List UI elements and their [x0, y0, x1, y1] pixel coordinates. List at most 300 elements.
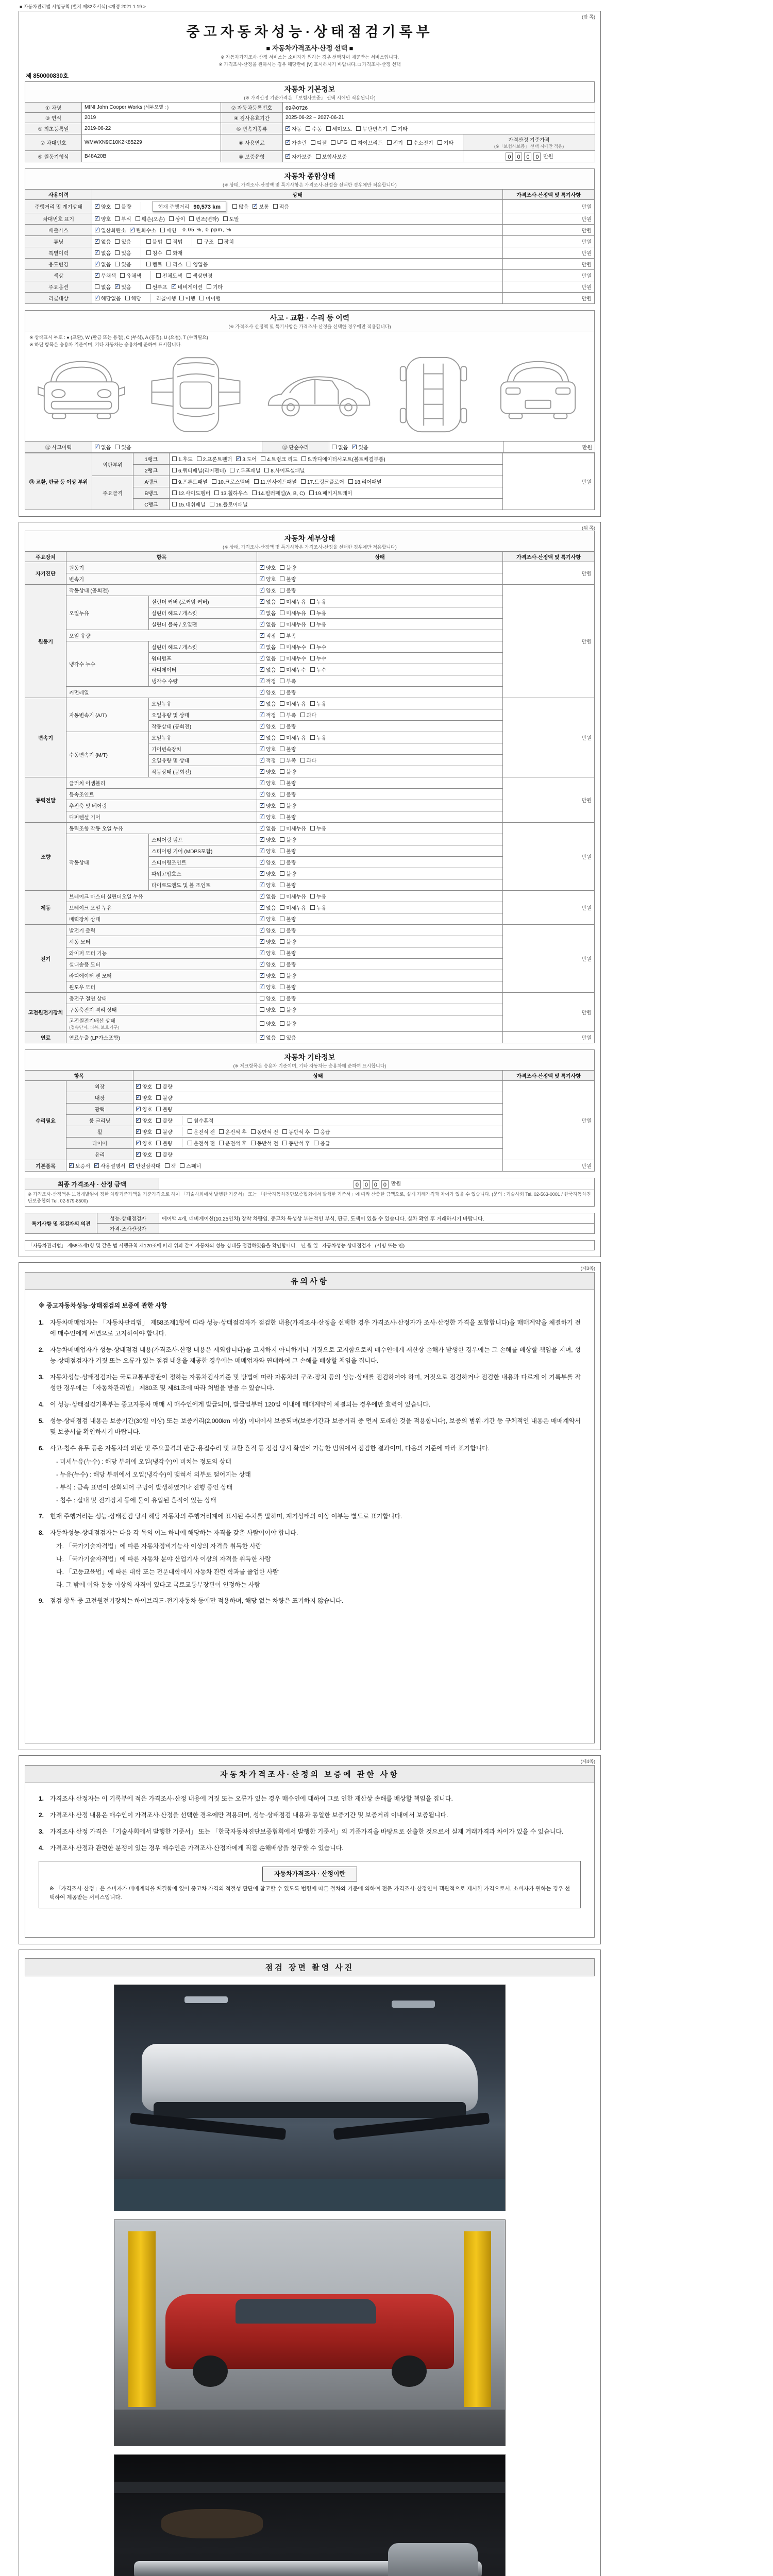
checkbox-item[interactable] [223, 215, 239, 223]
checkbox-item[interactable] [188, 1116, 214, 1124]
checkbox-item[interactable] [115, 202, 131, 210]
checkbox-unchecked-icon[interactable] [156, 1141, 161, 1145]
checkbox-unchecked-icon[interactable] [351, 140, 356, 145]
checkbox-checked-icon[interactable] [260, 679, 264, 683]
checkbox-item[interactable] [280, 620, 306, 628]
checkbox-checked-icon[interactable] [260, 769, 264, 774]
checkbox-item[interactable] [115, 260, 131, 268]
checkbox-item[interactable] [95, 443, 111, 451]
checkbox-item[interactable] [210, 500, 248, 508]
checkbox-item[interactable] [260, 598, 276, 605]
checkbox-unchecked-icon[interactable] [165, 1163, 170, 1168]
checkbox-item[interactable] [136, 1150, 152, 1158]
checkbox-unchecked-icon[interactable] [179, 296, 184, 300]
checkbox-item[interactable] [199, 294, 221, 302]
checkbox-unchecked-icon[interactable] [166, 262, 171, 266]
checkbox-item[interactable] [280, 632, 296, 639]
checkbox-unchecked-icon[interactable] [187, 273, 191, 278]
checkbox-checked-icon[interactable] [136, 1152, 141, 1157]
checkbox-unchecked-icon[interactable] [254, 479, 259, 484]
checkbox-item[interactable] [95, 238, 111, 245]
checkbox-unchecked-icon[interactable] [438, 140, 442, 145]
checkbox-item[interactable] [280, 722, 296, 730]
checkbox-item[interactable] [387, 139, 403, 146]
checkbox-unchecked-icon[interactable] [282, 1141, 287, 1145]
checkbox-item[interactable] [280, 892, 306, 900]
checkbox-checked-icon[interactable] [95, 262, 99, 266]
checkbox-unchecked-icon[interactable] [172, 490, 177, 495]
checkbox-checked-icon[interactable] [136, 1129, 141, 1134]
checkbox-unchecked-icon[interactable] [309, 490, 314, 495]
checkbox-item[interactable] [314, 1128, 330, 1136]
checkbox-item[interactable] [260, 734, 276, 741]
checkbox-item[interactable] [187, 260, 208, 268]
checkbox-item[interactable] [280, 768, 296, 775]
checkbox-unchecked-icon[interactable] [273, 204, 278, 209]
checkbox-unchecked-icon[interactable] [310, 894, 315, 899]
checkbox-item[interactable] [146, 260, 162, 268]
checkbox-unchecked-icon[interactable] [280, 633, 284, 638]
checkbox-checked-icon[interactable] [260, 667, 264, 672]
checkbox-unchecked-icon[interactable] [136, 216, 140, 221]
checkbox-item[interactable] [95, 260, 111, 268]
checkbox-item[interactable] [260, 904, 276, 911]
checkbox-unchecked-icon[interactable] [172, 468, 177, 472]
checkbox-checked-icon[interactable] [260, 735, 264, 740]
checkbox-item[interactable] [260, 802, 276, 809]
checkbox-unchecked-icon[interactable] [310, 611, 315, 615]
checkbox-item[interactable] [301, 455, 385, 463]
checkbox-unchecked-icon[interactable] [199, 296, 204, 300]
checkbox-item[interactable] [316, 152, 347, 160]
checkbox-unchecked-icon[interactable] [230, 468, 234, 472]
checkbox-checked-icon[interactable] [260, 565, 264, 570]
checkbox-item[interactable] [260, 858, 276, 866]
checkbox-item[interactable] [280, 870, 296, 877]
checkbox-item[interactable] [260, 1020, 276, 1027]
checkbox-item[interactable] [280, 700, 306, 707]
checkbox-item[interactable] [280, 994, 296, 1002]
checkbox-item[interactable] [285, 139, 307, 146]
checkbox-unchecked-icon[interactable] [280, 1007, 284, 1012]
checkbox-unchecked-icon[interactable] [280, 701, 284, 706]
checkbox-unchecked-icon[interactable] [280, 622, 284, 626]
checkbox-unchecked-icon[interactable] [115, 204, 120, 209]
checkbox-item[interactable] [280, 1006, 296, 1013]
checkbox-unchecked-icon[interactable] [172, 502, 177, 506]
checkbox-item[interactable] [300, 756, 316, 764]
checkbox-unchecked-icon[interactable] [280, 747, 284, 751]
checkbox-unchecked-icon[interactable] [310, 667, 315, 672]
checkbox-item[interactable] [260, 938, 276, 945]
checkbox-unchecked-icon[interactable] [280, 724, 284, 728]
checkbox-item[interactable] [236, 455, 257, 463]
checkbox-checked-icon[interactable] [260, 724, 264, 728]
checkbox-unchecked-icon[interactable] [280, 883, 284, 887]
checkbox-unchecked-icon[interactable] [280, 826, 284, 831]
checkbox-item[interactable] [166, 249, 182, 257]
checkbox-unchecked-icon[interactable] [280, 860, 284, 865]
checkbox-unchecked-icon[interactable] [310, 656, 315, 660]
checkbox-checked-icon[interactable] [260, 917, 264, 921]
checkbox-item[interactable] [280, 779, 296, 787]
checkbox-item[interactable] [314, 1139, 330, 1147]
checkbox-checked-icon[interactable] [260, 781, 264, 785]
checkbox-item[interactable] [95, 215, 111, 223]
checkbox-item[interactable] [214, 489, 248, 497]
checkbox-unchecked-icon[interactable] [95, 284, 99, 289]
checkbox-unchecked-icon[interactable] [223, 216, 228, 221]
checkbox-unchecked-icon[interactable] [166, 250, 171, 255]
checkbox-item[interactable] [251, 1139, 278, 1147]
checkbox-item[interactable] [136, 1116, 152, 1124]
checkbox-item[interactable] [115, 215, 131, 223]
checkbox-unchecked-icon[interactable] [146, 262, 151, 266]
checkbox-item[interactable] [280, 802, 296, 809]
checkbox-item[interactable] [285, 152, 312, 160]
checkbox-unchecked-icon[interactable] [280, 905, 284, 910]
checkbox-item[interactable] [212, 478, 250, 485]
checkbox-item[interactable] [260, 972, 276, 979]
checkbox-item[interactable] [115, 443, 131, 451]
checkbox-item[interactable] [260, 926, 276, 934]
checkbox-checked-icon[interactable] [260, 622, 264, 626]
checkbox-item[interactable] [260, 586, 276, 594]
checkbox-item[interactable] [326, 125, 352, 132]
checkbox-item[interactable] [136, 215, 165, 223]
checkbox-unchecked-icon[interactable] [280, 951, 284, 955]
checkbox-item[interactable] [280, 688, 296, 696]
checkbox-unchecked-icon[interactable] [189, 216, 194, 221]
checkbox-item[interactable] [280, 586, 296, 594]
checkbox-item[interactable] [95, 283, 111, 291]
checkbox-item[interactable] [260, 654, 276, 662]
checkbox-unchecked-icon[interactable] [251, 1129, 256, 1134]
checkbox-checked-icon[interactable] [260, 577, 264, 581]
checkbox-checked-icon[interactable] [352, 445, 357, 449]
checkbox-item[interactable] [310, 824, 326, 832]
checkbox-checked-icon[interactable] [130, 228, 135, 232]
checkbox-item[interactable] [280, 790, 296, 798]
checkbox-item[interactable] [260, 892, 276, 900]
checkbox-checked-icon[interactable] [129, 1163, 134, 1168]
checkbox-item[interactable] [95, 294, 121, 302]
checkbox-unchecked-icon[interactable] [218, 239, 223, 244]
checkbox-unchecked-icon[interactable] [115, 216, 120, 221]
checkbox-checked-icon[interactable] [260, 690, 264, 694]
checkbox-item[interactable] [309, 489, 352, 497]
checkbox-unchecked-icon[interactable] [120, 273, 125, 278]
checkbox-checked-icon[interactable] [95, 204, 99, 209]
checkbox-unchecked-icon[interactable] [260, 1021, 264, 1026]
checkbox-unchecked-icon[interactable] [280, 939, 284, 944]
checkbox-item[interactable] [156, 1139, 172, 1147]
checkbox-item[interactable] [260, 994, 276, 1002]
checkbox-unchecked-icon[interactable] [280, 962, 284, 967]
checkbox-item[interactable] [130, 226, 156, 234]
checkbox-unchecked-icon[interactable] [166, 239, 171, 244]
checkbox-checked-icon[interactable] [136, 1118, 141, 1123]
checkbox-item[interactable] [260, 745, 276, 753]
checkbox-item[interactable] [136, 1094, 152, 1101]
checkbox-item[interactable] [356, 125, 387, 132]
checkbox-item[interactable] [280, 745, 296, 753]
checkbox-item[interactable] [197, 238, 213, 245]
checkbox-item[interactable] [310, 620, 326, 628]
checkbox-item[interactable] [352, 443, 368, 451]
checkbox-item[interactable] [165, 1162, 176, 1170]
checkbox-item[interactable] [115, 283, 131, 291]
checkbox-checked-icon[interactable] [95, 445, 99, 449]
checkbox-unchecked-icon[interactable] [260, 996, 264, 1001]
checkbox-checked-icon[interactable] [260, 985, 264, 989]
checkbox-item[interactable] [280, 915, 296, 923]
checkbox-unchecked-icon[interactable] [156, 1118, 161, 1123]
checkbox-checked-icon[interactable] [285, 140, 290, 145]
checkbox-item[interactable] [169, 215, 185, 223]
checkbox-checked-icon[interactable] [285, 126, 290, 131]
checkbox-unchecked-icon[interactable] [280, 1035, 284, 1040]
checkbox-unchecked-icon[interactable] [280, 667, 284, 672]
checkbox-checked-icon[interactable] [260, 951, 264, 955]
checkbox-unchecked-icon[interactable] [156, 1084, 161, 1089]
checkbox-unchecked-icon[interactable] [212, 479, 216, 484]
checkbox-unchecked-icon[interactable] [146, 250, 151, 255]
checkbox-item[interactable] [260, 949, 276, 957]
checkbox-item[interactable] [285, 125, 301, 132]
checkbox-item[interactable] [260, 915, 276, 923]
checkbox-unchecked-icon[interactable] [280, 690, 284, 694]
checkbox-item[interactable] [310, 654, 326, 662]
checkbox-item[interactable] [280, 847, 296, 855]
checkbox-item[interactable] [166, 238, 182, 245]
checkbox-item[interactable] [351, 139, 382, 146]
checkbox-item[interactable] [207, 283, 223, 291]
checkbox-unchecked-icon[interactable] [314, 1141, 318, 1145]
checkbox-item[interactable] [189, 215, 219, 223]
checkbox-unchecked-icon[interactable] [310, 622, 315, 626]
checkbox-unchecked-icon[interactable] [280, 928, 284, 933]
checkbox-unchecked-icon[interactable] [188, 1141, 192, 1145]
checkbox-unchecked-icon[interactable] [232, 204, 237, 209]
checkbox-item[interactable] [407, 139, 433, 146]
checkbox-item[interactable] [280, 836, 296, 843]
checkbox-unchecked-icon[interactable] [260, 1007, 264, 1012]
checkbox-item[interactable] [219, 1139, 246, 1147]
checkbox-item[interactable] [156, 1128, 172, 1136]
checkbox-item[interactable] [129, 1162, 160, 1170]
checkbox-unchecked-icon[interactable] [156, 1152, 161, 1157]
checkbox-item[interactable] [260, 688, 276, 696]
checkbox-item[interactable] [180, 1162, 201, 1170]
checkbox-item[interactable] [115, 238, 131, 245]
checkbox-item[interactable] [260, 620, 276, 628]
checkbox-unchecked-icon[interactable] [210, 502, 214, 506]
checkbox-item[interactable] [172, 283, 203, 291]
checkbox-unchecked-icon[interactable] [280, 577, 284, 581]
checkbox-unchecked-icon[interactable] [280, 894, 284, 899]
checkbox-item[interactable] [146, 283, 167, 291]
checkbox-item[interactable] [280, 564, 296, 571]
checkbox-item[interactable] [280, 926, 296, 934]
checkbox-item[interactable] [310, 666, 326, 673]
checkbox-item[interactable] [310, 643, 326, 651]
checkbox-checked-icon[interactable] [285, 154, 290, 159]
checkbox-item[interactable] [260, 768, 276, 775]
checkbox-unchecked-icon[interactable] [280, 792, 284, 796]
checkbox-item[interactable] [332, 443, 348, 451]
checkbox-unchecked-icon[interactable] [280, 565, 284, 570]
checkbox-checked-icon[interactable] [260, 758, 264, 762]
checkbox-unchecked-icon[interactable] [156, 1107, 161, 1111]
checkbox-checked-icon[interactable] [115, 284, 120, 289]
checkbox-checked-icon[interactable] [236, 456, 241, 461]
checkbox-item[interactable] [156, 1116, 172, 1124]
checkbox-unchecked-icon[interactable] [115, 250, 120, 255]
checkbox-unchecked-icon[interactable] [214, 490, 219, 495]
checkbox-item[interactable] [260, 632, 276, 639]
checkbox-item[interactable] [160, 226, 176, 234]
checkbox-unchecked-icon[interactable] [314, 1129, 318, 1134]
checkbox-item[interactable] [280, 598, 306, 605]
checkbox-item[interactable] [172, 466, 226, 474]
checkbox-checked-icon[interactable] [260, 962, 264, 967]
checkbox-item[interactable] [230, 466, 260, 474]
checkbox-item[interactable] [280, 1033, 296, 1041]
checkbox-item[interactable] [260, 756, 276, 764]
checkbox-checked-icon[interactable] [260, 928, 264, 933]
checkbox-item[interactable] [282, 1139, 310, 1147]
checkbox-unchecked-icon[interactable] [407, 140, 412, 145]
checkbox-item[interactable] [187, 272, 213, 279]
checkbox-item[interactable] [172, 489, 210, 497]
checkbox-item[interactable] [280, 904, 306, 911]
checkbox-unchecked-icon[interactable] [280, 1021, 284, 1026]
checkbox-unchecked-icon[interactable] [348, 479, 353, 484]
checkbox-item[interactable] [260, 1006, 276, 1013]
checkbox-checked-icon[interactable] [260, 713, 264, 717]
checkbox-checked-icon[interactable] [260, 837, 264, 842]
checkbox-unchecked-icon[interactable] [146, 284, 151, 289]
checkbox-item[interactable] [310, 734, 326, 741]
checkbox-unchecked-icon[interactable] [160, 228, 165, 232]
checkbox-checked-icon[interactable] [95, 228, 99, 232]
checkbox-item[interactable] [260, 813, 276, 821]
checkbox-item[interactable] [260, 575, 276, 583]
checkbox-item[interactable] [95, 202, 111, 210]
checkbox-item[interactable] [95, 272, 116, 279]
checkbox-item[interactable] [260, 881, 276, 889]
checkbox-unchecked-icon[interactable] [125, 296, 130, 300]
checkbox-unchecked-icon[interactable] [115, 262, 120, 266]
checkbox-item[interactable] [282, 1128, 310, 1136]
checkbox-item[interactable] [188, 1139, 215, 1147]
checkbox-unchecked-icon[interactable] [156, 273, 161, 278]
checkbox-item[interactable] [260, 790, 276, 798]
checkbox-item[interactable] [260, 870, 276, 877]
checkbox-item[interactable] [219, 1128, 246, 1136]
checkbox-item[interactable] [136, 1139, 152, 1147]
checkbox-unchecked-icon[interactable] [156, 1129, 161, 1134]
checkbox-checked-icon[interactable] [260, 939, 264, 944]
checkbox-unchecked-icon[interactable] [316, 154, 321, 159]
checkbox-item[interactable] [264, 466, 305, 474]
checkbox-item[interactable] [172, 500, 206, 508]
checkbox-unchecked-icon[interactable] [197, 239, 202, 244]
checkbox-unchecked-icon[interactable] [264, 468, 269, 472]
checkbox-checked-icon[interactable] [260, 1035, 264, 1040]
checkbox-unchecked-icon[interactable] [280, 985, 284, 989]
checkbox-item[interactable] [310, 904, 326, 911]
checkbox-unchecked-icon[interactable] [301, 456, 306, 461]
checkbox-item[interactable] [310, 700, 326, 707]
checkbox-unchecked-icon[interactable] [280, 735, 284, 740]
checkbox-checked-icon[interactable] [260, 849, 264, 853]
checkbox-item[interactable] [260, 722, 276, 730]
checkbox-item[interactable] [254, 478, 297, 485]
checkbox-unchecked-icon[interactable] [280, 837, 284, 842]
checkbox-item[interactable] [179, 294, 195, 302]
checkbox-item[interactable] [280, 1020, 296, 1027]
checkbox-item[interactable] [260, 1033, 276, 1041]
checkbox-unchecked-icon[interactable] [207, 284, 211, 289]
checkbox-item[interactable] [156, 1105, 172, 1113]
checkbox-checked-icon[interactable] [136, 1084, 141, 1089]
checkbox-checked-icon[interactable] [260, 633, 264, 638]
checkbox-item[interactable] [280, 609, 306, 617]
checkbox-item[interactable] [280, 938, 296, 945]
checkbox-unchecked-icon[interactable] [280, 815, 284, 819]
checkbox-checked-icon[interactable] [172, 284, 176, 289]
checkbox-item[interactable] [260, 836, 276, 843]
checkbox-item[interactable] [136, 1128, 152, 1136]
checkbox-unchecked-icon[interactable] [280, 996, 284, 1001]
checkbox-item[interactable] [280, 824, 306, 832]
checkbox-unchecked-icon[interactable] [172, 456, 177, 461]
checkbox-checked-icon[interactable] [260, 860, 264, 865]
checkbox-unchecked-icon[interactable] [326, 126, 331, 131]
checkbox-item[interactable] [260, 700, 276, 707]
checkbox-item[interactable] [260, 643, 276, 651]
checkbox-item[interactable] [95, 249, 111, 257]
checkbox-item[interactable] [136, 1082, 152, 1090]
checkbox-unchecked-icon[interactable] [310, 826, 315, 831]
checkbox-item[interactable] [438, 139, 453, 146]
checkbox-checked-icon[interactable] [260, 611, 264, 615]
checkbox-item[interactable] [331, 140, 347, 145]
checkbox-unchecked-icon[interactable] [280, 917, 284, 921]
checkbox-item[interactable] [146, 238, 162, 245]
checkbox-unchecked-icon[interactable] [356, 126, 361, 131]
checkbox-item[interactable] [280, 858, 296, 866]
checkbox-item[interactable] [156, 1094, 172, 1101]
checkbox-item[interactable] [260, 677, 276, 685]
checkbox-item[interactable] [69, 1162, 90, 1170]
checkbox-item[interactable] [253, 202, 268, 210]
checkbox-unchecked-icon[interactable] [280, 588, 284, 592]
checkbox-unchecked-icon[interactable] [310, 645, 315, 649]
checkbox-unchecked-icon[interactable] [180, 1163, 184, 1168]
checkbox-unchecked-icon[interactable] [197, 456, 201, 461]
checkbox-checked-icon[interactable] [136, 1107, 141, 1111]
checkbox-unchecked-icon[interactable] [280, 611, 284, 615]
checkbox-unchecked-icon[interactable] [310, 735, 315, 740]
checkbox-unchecked-icon[interactable] [387, 140, 392, 145]
checkbox-unchecked-icon[interactable] [219, 1129, 224, 1134]
checkbox-item[interactable] [260, 847, 276, 855]
checkbox-item[interactable] [188, 1128, 215, 1136]
checkbox-unchecked-icon[interactable] [280, 769, 284, 774]
